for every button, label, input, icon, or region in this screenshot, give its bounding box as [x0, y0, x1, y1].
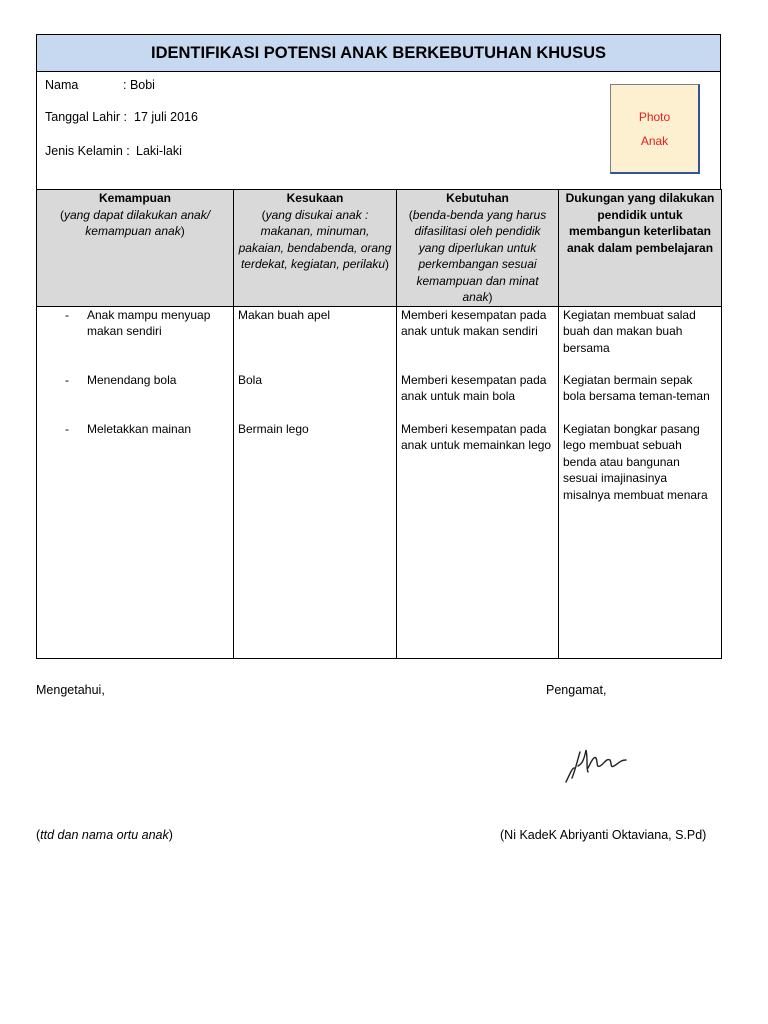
list-item: Memberi kesempatan pada anak untuk main bola	[401, 372, 547, 403]
signature-image	[548, 738, 648, 788]
photo-placeholder	[610, 84, 700, 174]
paren-close: )	[488, 290, 493, 304]
header-title: Dukungan yang dilakukan pendidik untuk membangun keterlibatan anak dalam pembelajaran	[565, 191, 715, 255]
photo-label-line1: Photo	[638, 109, 671, 124]
table-body-row	[37, 306, 722, 658]
list-item: Bola	[238, 372, 263, 387]
name-label: Nama	[45, 78, 79, 92]
list-item: Makan buah apel	[238, 307, 331, 322]
col-kesukaan	[234, 306, 397, 658]
col-kebutuhan	[397, 306, 559, 658]
observer-label: Pengamat,	[546, 683, 607, 697]
paren-open: (	[36, 828, 41, 842]
bullet: -	[65, 421, 69, 436]
header-subtitle: yang dapat dilakukan anak/ kemampuan anak	[63, 207, 211, 238]
list-item	[41, 372, 229, 421]
list-item: Memberi kesempatan pada anak untuk makan sendiri	[401, 307, 547, 338]
header-kebutuhan	[397, 190, 559, 307]
child-info-section	[36, 72, 721, 189]
list-item: Bermain lego	[238, 421, 309, 436]
identification-form	[36, 34, 721, 659]
header-kesukaan	[234, 190, 397, 307]
header-subtitle: benda-benda yang harus difasilitasi oleh pendidik yang diperlukan untuk perkembangan sesuai kemampuan dan minat anak	[412, 207, 547, 304]
bullet: -	[65, 307, 69, 322]
paren-close: )	[168, 828, 173, 842]
list-item: Kegiatan bermain sepak bola bersama teman-teman	[563, 372, 710, 403]
header-title: Kesukaan	[286, 191, 344, 205]
paren-close: )	[385, 257, 390, 271]
header-kemampuan	[37, 190, 234, 307]
header-title: Kebutuhan	[446, 191, 509, 205]
header-dukungan	[559, 190, 722, 307]
item-text: Meletakkan mainan	[87, 421, 192, 436]
paren-open: (	[59, 207, 64, 222]
header-title: Kemampuan	[98, 191, 172, 205]
bullet: -	[65, 372, 69, 387]
observer-name: (Ni KadeK Abriyanti Oktaviana, S.Pd)	[500, 828, 707, 842]
col-kemampuan	[37, 306, 234, 658]
acknowledged-label: Mengetahui,	[36, 683, 105, 697]
list-item: Kegiatan membuat salad buah dan makan buah bersama	[563, 307, 696, 355]
table-header-row	[37, 190, 722, 307]
list-item	[41, 307, 229, 372]
birthdate-label: Tanggal Lahir :	[45, 110, 128, 124]
list-item: Memberi kesempatan pada anak untuk memainkan lego	[401, 421, 552, 452]
birthdate-value: 17 juli 2016	[134, 110, 198, 124]
header-subtitle: yang disukai anak : makanan, minuman, pakaian, bendabenda, orang terdekat, kegiatan, perilaku	[238, 207, 392, 271]
parent-note-text: ttd dan nama ortu anak	[40, 828, 169, 842]
paren-open: (	[261, 207, 266, 222]
gender-row	[45, 144, 182, 158]
paren-open: (	[408, 207, 413, 222]
col-dukungan	[559, 306, 722, 658]
photo-label-line2: Anak	[640, 133, 669, 148]
item-text: Anak mampu menyuap makan sendiri	[87, 307, 211, 338]
form-title: IDENTIFIKASI POTENSI ANAK BERKEBUTUHAN KHUSUS	[36, 34, 721, 72]
birthdate-row	[45, 110, 198, 124]
item-text: Menendang bola	[87, 372, 177, 387]
paren-close: )	[180, 224, 185, 238]
parent-signature-note	[36, 828, 173, 842]
gender-value: Laki-laki	[136, 144, 182, 158]
gender-label: Jenis Kelamin :	[45, 144, 130, 158]
name-row	[45, 78, 155, 92]
list-item: Kegiatan bongkar pasang lego membuat sebuah benda atau bangunan sesuai imajinasinya misalnya membuat menara	[563, 421, 708, 502]
list-item	[41, 421, 229, 438]
potential-table	[36, 189, 722, 659]
name-value: : Bobi	[123, 78, 155, 92]
